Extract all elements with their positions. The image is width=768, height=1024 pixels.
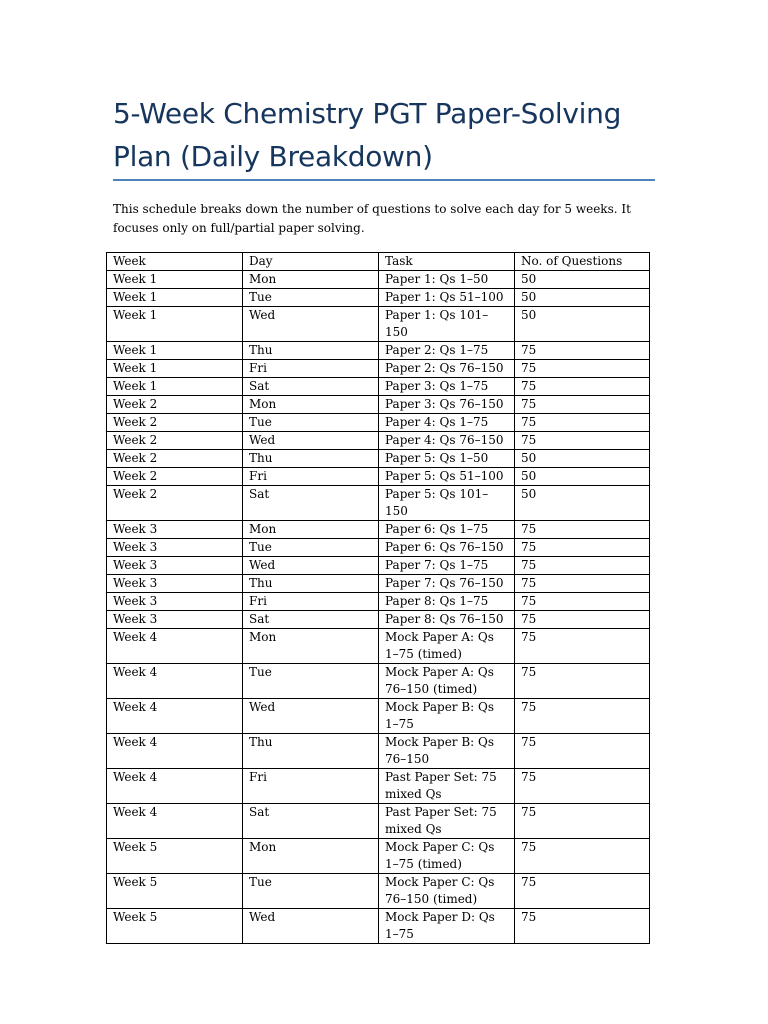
cell-task: Paper 5: Qs 51–100 bbox=[379, 468, 515, 486]
table-row bbox=[107, 414, 650, 432]
cell-questions: 75 bbox=[515, 378, 650, 396]
cell-day: Wed bbox=[243, 307, 379, 342]
cell-day: Wed bbox=[243, 699, 379, 734]
cell-questions: 50 bbox=[515, 450, 650, 468]
cell-questions: 75 bbox=[515, 839, 650, 874]
table-row bbox=[107, 271, 650, 289]
cell-day: Thu bbox=[243, 734, 379, 769]
table-row bbox=[107, 664, 650, 699]
cell-task: Paper 2: Qs 76–150 bbox=[379, 360, 515, 378]
cell-week: Week 3 bbox=[107, 611, 243, 629]
cell-week: Week 3 bbox=[107, 557, 243, 575]
cell-week: Week 1 bbox=[107, 307, 243, 342]
cell-week: Week 1 bbox=[107, 378, 243, 396]
cell-day: Wed bbox=[243, 909, 379, 944]
cell-day: Fri bbox=[243, 360, 379, 378]
schedule-table bbox=[106, 252, 650, 944]
cell-task: Mock Paper A: Qs 76–150 (timed) bbox=[379, 664, 515, 699]
table-row bbox=[107, 450, 650, 468]
cell-task: Paper 3: Qs 1–75 bbox=[379, 378, 515, 396]
cell-week: Week 4 bbox=[107, 629, 243, 664]
cell-questions: 75 bbox=[515, 769, 650, 804]
table-row bbox=[107, 909, 650, 944]
cell-questions: 75 bbox=[515, 575, 650, 593]
cell-day: Tue bbox=[243, 539, 379, 557]
cell-questions: 75 bbox=[515, 432, 650, 450]
cell-task: Paper 6: Qs 1–75 bbox=[379, 521, 515, 539]
cell-task: Mock Paper B: Qs 76–150 bbox=[379, 734, 515, 769]
table-row bbox=[107, 839, 650, 874]
cell-task: Paper 7: Qs 76–150 bbox=[379, 575, 515, 593]
cell-week: Week 3 bbox=[107, 593, 243, 611]
cell-task: Past Paper Set: 75 mixed Qs bbox=[379, 769, 515, 804]
header-row bbox=[107, 253, 650, 271]
cell-week: Week 4 bbox=[107, 699, 243, 734]
table-row bbox=[107, 575, 650, 593]
cell-day: Mon bbox=[243, 271, 379, 289]
cell-task: Mock Paper A: Qs 1–75 (timed) bbox=[379, 629, 515, 664]
cell-task: Paper 8: Qs 1–75 bbox=[379, 593, 515, 611]
cell-task: Paper 5: Qs 1–50 bbox=[379, 450, 515, 468]
table-body bbox=[107, 271, 650, 944]
cell-task: Paper 1: Qs 51–100 bbox=[379, 289, 515, 307]
cell-day: Wed bbox=[243, 432, 379, 450]
cell-week: Week 1 bbox=[107, 271, 243, 289]
cell-task: Mock Paper D: Qs 1–75 bbox=[379, 909, 515, 944]
cell-task: Mock Paper B: Qs 1–75 bbox=[379, 699, 515, 734]
cell-task: Paper 7: Qs 1–75 bbox=[379, 557, 515, 575]
cell-day: Thu bbox=[243, 342, 379, 360]
cell-task: Paper 8: Qs 76–150 bbox=[379, 611, 515, 629]
document-title: 5-Week Chemistry PGT Paper-Solving Plan (Daily Breakdown) bbox=[113, 97, 622, 173]
header-week: Week bbox=[107, 253, 243, 271]
cell-questions: 75 bbox=[515, 699, 650, 734]
table-row bbox=[107, 486, 650, 521]
cell-questions: 75 bbox=[515, 734, 650, 769]
table-row bbox=[107, 769, 650, 804]
cell-week: Week 3 bbox=[107, 521, 243, 539]
table-row bbox=[107, 360, 650, 378]
header-day: Day bbox=[243, 253, 379, 271]
cell-day: Fri bbox=[243, 468, 379, 486]
table-row bbox=[107, 629, 650, 664]
cell-day: Tue bbox=[243, 289, 379, 307]
table-row bbox=[107, 874, 650, 909]
cell-week: Week 2 bbox=[107, 468, 243, 486]
cell-questions: 75 bbox=[515, 909, 650, 944]
cell-week: Week 2 bbox=[107, 486, 243, 521]
table-header bbox=[107, 253, 650, 271]
cell-questions: 50 bbox=[515, 486, 650, 521]
cell-day: Wed bbox=[243, 557, 379, 575]
cell-day: Mon bbox=[243, 396, 379, 414]
table-row bbox=[107, 289, 650, 307]
cell-task: Paper 1: Qs 101–150 bbox=[379, 307, 515, 342]
cell-day: Mon bbox=[243, 629, 379, 664]
cell-questions: 75 bbox=[515, 414, 650, 432]
table-row bbox=[107, 734, 650, 769]
cell-day: Thu bbox=[243, 575, 379, 593]
table-row bbox=[107, 342, 650, 360]
cell-week: Week 3 bbox=[107, 539, 243, 557]
cell-questions: 50 bbox=[515, 271, 650, 289]
cell-task: Paper 4: Qs 76–150 bbox=[379, 432, 515, 450]
table-row bbox=[107, 307, 650, 342]
cell-questions: 50 bbox=[515, 307, 650, 342]
cell-questions: 75 bbox=[515, 396, 650, 414]
cell-task: Paper 3: Qs 76–150 bbox=[379, 396, 515, 414]
cell-questions: 75 bbox=[515, 874, 650, 909]
cell-questions: 75 bbox=[515, 593, 650, 611]
cell-task: Mock Paper C: Qs 1–75 (timed) bbox=[379, 839, 515, 874]
table-row bbox=[107, 396, 650, 414]
cell-questions: 75 bbox=[515, 664, 650, 699]
table-row bbox=[107, 557, 650, 575]
cell-week: Week 2 bbox=[107, 450, 243, 468]
table-row bbox=[107, 432, 650, 450]
cell-day: Mon bbox=[243, 521, 379, 539]
cell-week: Week 5 bbox=[107, 874, 243, 909]
cell-day: Tue bbox=[243, 664, 379, 699]
cell-week: Week 4 bbox=[107, 664, 243, 699]
cell-questions: 75 bbox=[515, 611, 650, 629]
cell-task: Paper 6: Qs 76–150 bbox=[379, 539, 515, 557]
cell-day: Sat bbox=[243, 378, 379, 396]
cell-week: Week 3 bbox=[107, 575, 243, 593]
cell-week: Week 4 bbox=[107, 804, 243, 839]
cell-day: Mon bbox=[243, 839, 379, 874]
cell-week: Week 2 bbox=[107, 414, 243, 432]
cell-questions: 75 bbox=[515, 804, 650, 839]
cell-task: Paper 4: Qs 1–75 bbox=[379, 414, 515, 432]
cell-task: Paper 1: Qs 1–50 bbox=[379, 271, 515, 289]
table-row bbox=[107, 539, 650, 557]
cell-day: Sat bbox=[243, 804, 379, 839]
cell-day: Fri bbox=[243, 593, 379, 611]
header-task: Task bbox=[379, 253, 515, 271]
cell-day: Fri bbox=[243, 769, 379, 804]
cell-week: Week 5 bbox=[107, 909, 243, 944]
title-underline bbox=[113, 179, 655, 181]
cell-week: Week 2 bbox=[107, 396, 243, 414]
cell-task: Past Paper Set: 75 mixed Qs bbox=[379, 804, 515, 839]
table-row bbox=[107, 593, 650, 611]
cell-questions: 75 bbox=[515, 342, 650, 360]
cell-task: Paper 5: Qs 101–150 bbox=[379, 486, 515, 521]
cell-week: Week 4 bbox=[107, 769, 243, 804]
table-row bbox=[107, 468, 650, 486]
cell-day: Tue bbox=[243, 874, 379, 909]
cell-questions: 50 bbox=[515, 468, 650, 486]
cell-day: Sat bbox=[243, 486, 379, 521]
cell-questions: 50 bbox=[515, 289, 650, 307]
cell-day: Tue bbox=[243, 414, 379, 432]
cell-week: Week 2 bbox=[107, 432, 243, 450]
table-row bbox=[107, 804, 650, 839]
cell-week: Week 4 bbox=[107, 734, 243, 769]
table-row bbox=[107, 611, 650, 629]
cell-questions: 75 bbox=[515, 539, 650, 557]
cell-week: Week 1 bbox=[107, 342, 243, 360]
table-row bbox=[107, 521, 650, 539]
cell-week: Week 1 bbox=[107, 360, 243, 378]
cell-task: Paper 2: Qs 1–75 bbox=[379, 342, 515, 360]
cell-week: Week 1 bbox=[107, 289, 243, 307]
cell-questions: 75 bbox=[515, 629, 650, 664]
table-row bbox=[107, 378, 650, 396]
cell-questions: 75 bbox=[515, 360, 650, 378]
cell-week: Week 5 bbox=[107, 839, 243, 874]
header-questions: No. of Questions bbox=[515, 253, 650, 271]
cell-day: Thu bbox=[243, 450, 379, 468]
cell-questions: 75 bbox=[515, 557, 650, 575]
cell-day: Sat bbox=[243, 611, 379, 629]
table-row bbox=[107, 699, 650, 734]
cell-questions: 75 bbox=[515, 521, 650, 539]
intro-paragraph: This schedule breaks down the number of questions to solve each day for 5 weeks. It focuses only on full/partial paper solving. bbox=[113, 202, 631, 235]
cell-task: Mock Paper C: Qs 76–150 (timed) bbox=[379, 874, 515, 909]
